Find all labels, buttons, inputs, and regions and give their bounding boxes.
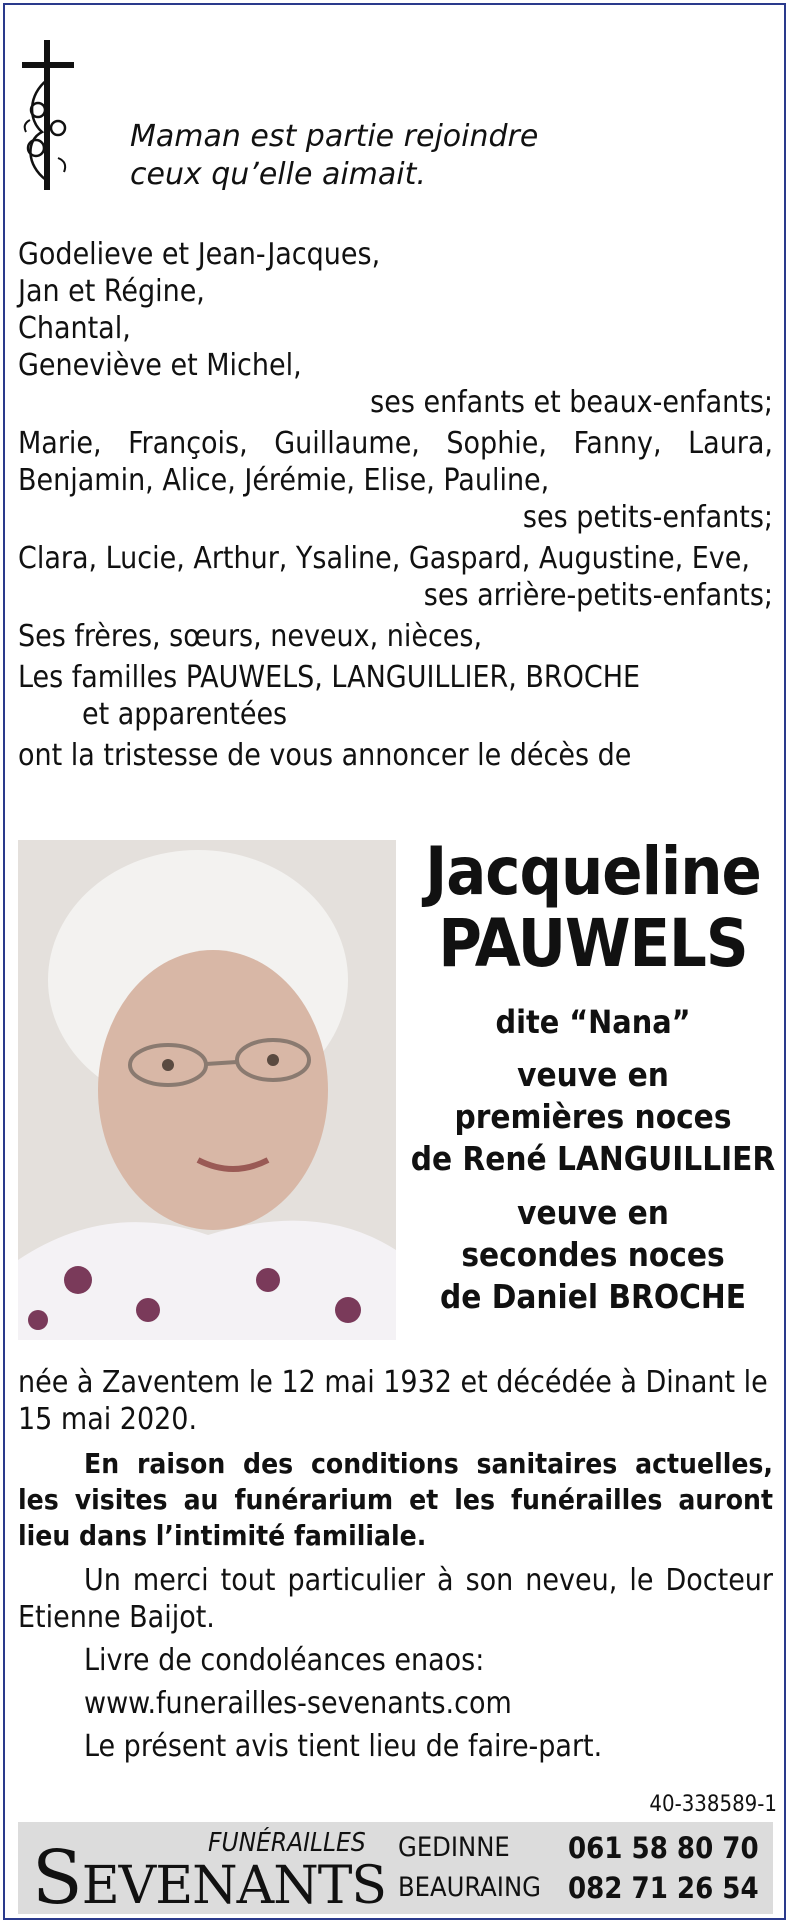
condolences-link[interactable]: www.funerailles-sevenants.com (84, 1686, 512, 1721)
last-name: PAUWELS (438, 905, 748, 982)
cross-with-roses-icon (18, 40, 78, 190)
logo-brand-rest: EVENANTS (81, 1856, 387, 1916)
contacts (398, 1828, 759, 1908)
reference-number: 40-338589-1 (649, 1792, 777, 1817)
widow-second-marriage (410, 1192, 776, 1318)
contact-phone[interactable]: 061 58 80 70 (568, 1831, 759, 1865)
condolences-label: Livre de condoléances enaos: (84, 1643, 485, 1678)
birth-death: née à Zaventem le 12 mai 1932 et décédée à Dinant le 15 mai 2020. (18, 1365, 768, 1437)
child-line: Jan et Régine, (18, 274, 205, 309)
first-name: Jacqueline (425, 833, 761, 910)
widow-line: veuve en (517, 1055, 669, 1094)
children-label: ses enfants et beaux-enfants; (370, 385, 773, 420)
faire-part: Le présent avis tient lieu de faire-part. (84, 1729, 603, 1764)
widow-line: secondes noces (461, 1235, 725, 1274)
widow-line: veuve en (517, 1193, 669, 1232)
contact-phone[interactable]: 082 71 26 54 (568, 1871, 759, 1905)
tagline-line-2: ceux qu’elle aimait. (130, 157, 426, 192)
tagline-line-1: Maman est partie rejoindre (130, 119, 539, 154)
sevenants-logo (18, 1822, 387, 1921)
grandchildren-line: Marie, François, Guillaume, Sophie, Fanny, Laura, (18, 426, 773, 461)
tagline (130, 118, 538, 194)
nickname: dite “Nana” (495, 1003, 691, 1041)
funeral-home-footer (18, 1822, 773, 1921)
widow-line: de René LANGUILLIER (410, 1139, 776, 1178)
widow-first-marriage (410, 1054, 776, 1180)
great-grandchildren-label: ses arrière-petits-enfants; (423, 578, 773, 613)
great-grandchildren-line: Clara, Lucie, Arthur, Ysaline, Gaspard, Augustine, Eve, (18, 541, 750, 576)
widow-line: de Daniel BROCHE (440, 1277, 746, 1316)
widow-line: premières noces (454, 1097, 732, 1136)
families-line: Les familles PAUWELS, LANGUILLIER, BROCHE (18, 660, 641, 695)
child-line: Godelieve et Jean-Jacques, (18, 237, 381, 272)
siblings-line: Ses frères, sœurs, neveux, nièces, (18, 619, 483, 654)
related-line: et apparentées (82, 697, 288, 732)
contact-town: GEDINNE (398, 1832, 510, 1863)
announce-line: ont la tristesse de vous annoncer le décès de (18, 738, 632, 773)
family-list (18, 236, 773, 774)
child-line: Geneviève et Michel, (18, 348, 302, 383)
grandchildren-line: Benjamin, Alice, Jérémie, Elise, Pauline, (18, 463, 550, 498)
thanks: Un merci tout particulier à son neveu, le Docteur Etienne Baijot. (18, 1563, 773, 1635)
contact-row (398, 1828, 759, 1868)
logo-brand-initial: S (32, 1835, 82, 1921)
deceased-name-block (410, 833, 776, 1318)
contact-row (398, 1868, 759, 1908)
grandchildren-label: ses petits-enfants; (522, 500, 773, 535)
child-line: Chantal, (18, 311, 131, 346)
sanitary-notice: En raison des conditions sanitaires actuelles, les visites au funérarium et les funérailles auront lieu dans l’intimité familiale. (18, 1447, 773, 1552)
contact-town: BEAURAING (398, 1872, 541, 1903)
notice-body (18, 1364, 773, 1765)
portrait-photo (18, 840, 396, 1340)
logo-funerailles: FUNÉRAILLES (208, 1828, 366, 1858)
